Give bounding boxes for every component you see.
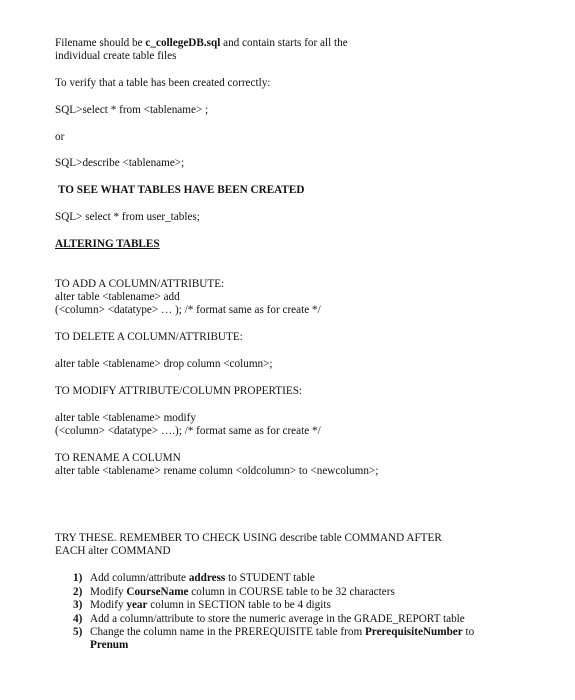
item-text: to STUDENT table (225, 572, 315, 584)
modify-column-line-2: (<column> <datatype> ….); /* format same as for create */ (55, 425, 321, 437)
item-number: 4) (73, 612, 83, 625)
intro-line-1 (55, 37, 348, 50)
exercise-item (55, 613, 474, 627)
item-bold: PrerequisiteNumber (364, 626, 463, 638)
item-text: column in COURSE table to be 32 characters (188, 585, 395, 598)
exercise-list (55, 572, 474, 652)
tables-heading: TO SEE WHAT TABLES HAVE BEEN CREATED (58, 184, 305, 196)
item-bold: year (126, 599, 148, 611)
item-text: column in SECTION table to be 4 digits (147, 599, 331, 611)
item-number: 5) (73, 626, 83, 638)
verify-select-command: SQL>select * from <tablename> ; (55, 104, 209, 116)
exercise-item (55, 586, 474, 600)
item-bold: address (188, 572, 226, 584)
try-line-1: TRY THESE. REMEMBER TO CHECK USING describe table COMMAND AFTER (55, 532, 442, 544)
intro-text-rest: and contain starts for all the (220, 37, 348, 49)
item-bold: CourseName (126, 585, 189, 598)
delete-column-heading: TO DELETE A COLUMN/ATTRIBUTE: (55, 331, 243, 343)
item-bold-continued: Prenum (90, 639, 129, 651)
item-text: Add column/attribute (90, 572, 189, 584)
verify-heading: To verify that a table has been created correctly: (55, 77, 271, 89)
delete-column-line: alter table <tablename> drop column <column>; (55, 358, 273, 370)
modify-column-heading: TO MODIFY ATTRIBUTE/COLUMN PROPERTIES: (55, 385, 303, 397)
intro-text: Filename should be (55, 37, 146, 49)
try-line-2: EACH alter COMMAND (55, 545, 171, 557)
item-text: to (462, 626, 475, 638)
user-tables-command: SQL> select * from user_tables; (55, 211, 200, 223)
item-text: Add a column/attribute to store the numeric average in the GRADE_REPORT table (90, 612, 465, 625)
item-number: 2) (73, 585, 83, 598)
exercise-item (55, 626, 474, 652)
item-number: 1) (73, 572, 83, 584)
modify-column-line-1: alter table <tablename> modify (55, 412, 196, 424)
rename-column-line: alter table <tablename> rename column <oldcolumn> to <newcolumn>; (55, 465, 379, 477)
exercise-item (55, 599, 474, 613)
verify-describe-command: SQL>describe <tablename>; (55, 157, 185, 169)
add-column-line-1: alter table <tablename> add (55, 291, 180, 303)
filename-text: c_collegeDB.sql (145, 37, 221, 49)
item-text: Modify (90, 585, 127, 598)
rename-column-heading: TO RENAME A COLUMN (55, 452, 181, 464)
add-column-heading: TO ADD A COLUMN/ATTRIBUTE: (55, 278, 225, 290)
intro-line-2: individual create table files (55, 50, 177, 62)
item-number: 3) (73, 599, 83, 611)
add-column-line-2: (<column> <datatype> … ); /* format same as for create */ (55, 304, 321, 316)
item-text: Modify (90, 599, 127, 611)
exercise-item (55, 572, 474, 586)
item-text: Change the column name in the PREREQUISITE table from (90, 626, 365, 638)
or-text: or (55, 131, 65, 143)
altering-tables-heading: ALTERING TABLES (55, 238, 160, 250)
